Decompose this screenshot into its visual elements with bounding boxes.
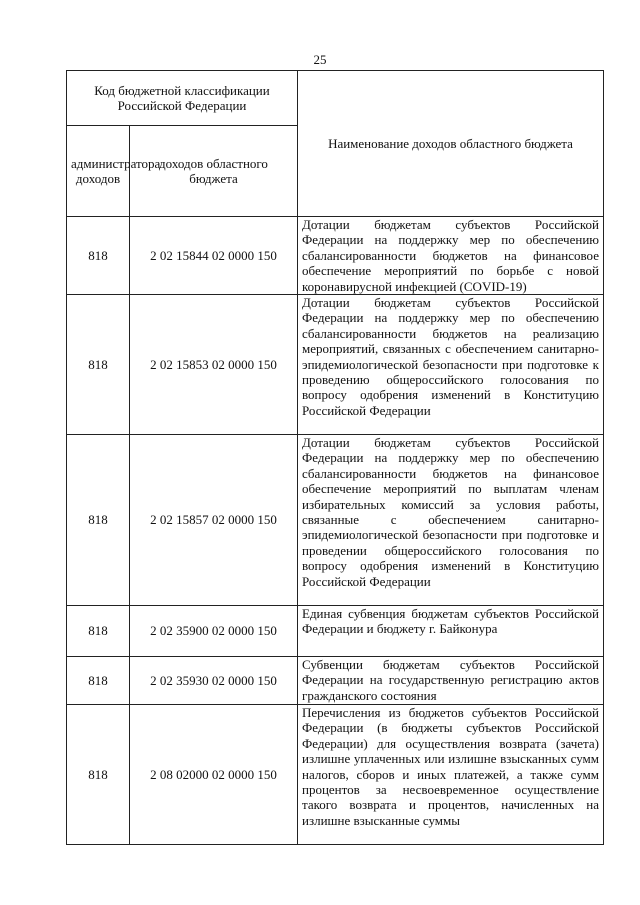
page-number: 25	[313, 52, 327, 67]
admin-code-cell: 818	[67, 606, 130, 657]
table-row	[67, 705, 604, 845]
income-name-cell: Дотации бюджетам субъектов Российской Федерации на поддержку мер по обеспечению сбалансированности бюджетов на финансовое обеспечение мероприятий по борьбе с новой коронавирусной инфекцией (COVID-19)	[298, 217, 604, 295]
header-code-group: Код бюджетной классификации Российской Федерации	[67, 71, 298, 126]
admin-code-cell: 818	[67, 657, 130, 705]
income-code-cell: 2 02 35900 02 0000 150	[130, 606, 298, 657]
header-admin-code: администратора доходов	[67, 126, 130, 217]
income-code-cell: 2 02 15844 02 0000 150	[130, 217, 298, 295]
income-code-cell: 2 08 02000 02 0000 150	[130, 705, 298, 845]
header-income-code: доходов областного бюджета	[130, 126, 298, 217]
table-row	[67, 657, 604, 705]
income-name-cell: Дотации бюджетам субъектов Российской Федерации на поддержку мер по обеспечению сбалансированности бюджетов на финансовое обеспечение мероприятий по выплатам членам избирательных комиссий за условия работы, связанные с обеспечением санитарно-эпидемиологической безопасности при подготовке и проведении общероссийского голосования по вопросу одобрения изменений в Конституцию Российской Федерации	[298, 435, 604, 606]
table-row	[67, 435, 604, 606]
admin-code-cell: 818	[67, 217, 130, 295]
table-row	[67, 606, 604, 657]
income-code-cell: 2 02 35930 02 0000 150	[130, 657, 298, 705]
income-name-cell: Субвенции бюджетам субъектов Российской Федерации на государственную регистрацию актов гражданского состояния	[298, 657, 604, 705]
budget-income-table	[66, 70, 604, 845]
admin-code-cell: 818	[67, 435, 130, 606]
income-name-cell: Дотации бюджетам субъектов Российской Федерации на поддержку мер по обеспечению сбалансированности бюджетов на реализацию мероприятий, связанных с обеспечением санитарно-эпидемиологической безопасности при подготовке к проведению общероссийского голосования по вопросу одобрения изменений в Конституцию Российской Федерации	[298, 295, 604, 435]
income-name-cell: Единая субвенция бюджетам субъектов Российской Федерации и бюджету г. Байконура	[298, 606, 604, 657]
table-row	[67, 217, 604, 295]
income-name-cell: Перечисления из бюджетов субъектов Российской Федерации (в бюджеты субъектов Российской Федерации) для осуществления возврата (зачета) излишне уплаченных или излишне взысканных сумм налогов, сборов и иных платежей, а также сумм процентов за несвоевременное осуществление такого возврата и процентов, начисленных на излишне взысканные суммы	[298, 705, 604, 845]
admin-code-cell: 818	[67, 295, 130, 435]
income-code-cell: 2 02 15857 02 0000 150	[130, 435, 298, 606]
income-code-cell: 2 02 15853 02 0000 150	[130, 295, 298, 435]
admin-code-cell: 818	[67, 705, 130, 845]
table-row	[67, 295, 604, 435]
header-income-name: Наименование доходов областного бюджета	[298, 71, 604, 217]
